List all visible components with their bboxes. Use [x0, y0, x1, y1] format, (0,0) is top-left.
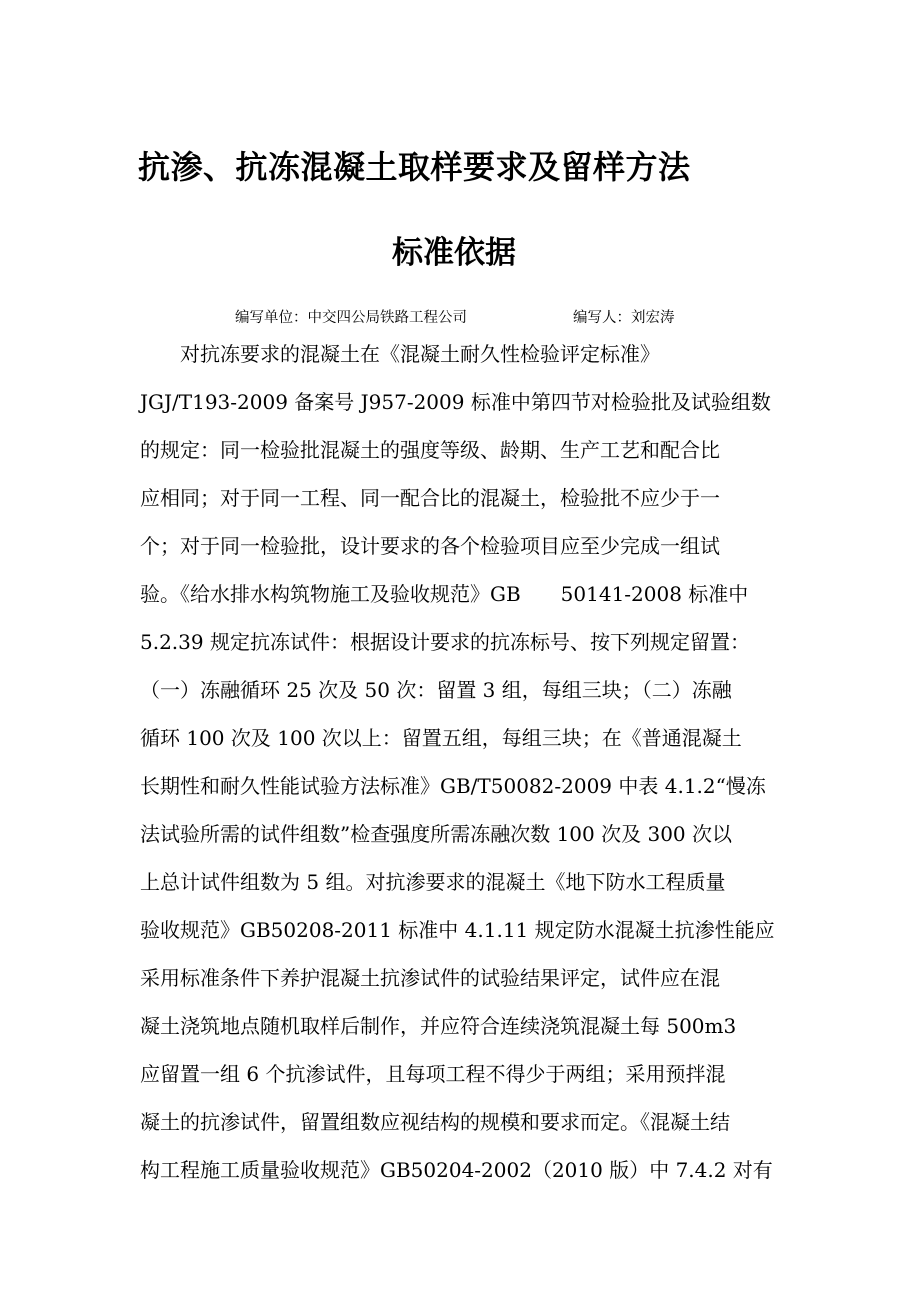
body-line: 应留置一组 6 个抗渗试件，且每项工程不得少于两组；采用预拌混: [140, 1062, 726, 1086]
body-line: 验。《给水排水构筑物施工及验收规范》GB 50141-2008 标准中: [140, 582, 749, 606]
body-line: 对抗冻要求的混凝土在《混凝土耐久性检验评定标准》: [140, 342, 660, 366]
document-title: 抗渗、抗冻混凝土取样要求及留样方法: [138, 148, 691, 186]
document-subtitle: 标准依据: [392, 235, 516, 271]
body-line: 验收规范》GB50208-2011 标准中 4.1.11 规定防水混凝土抗渗性能应: [140, 918, 775, 942]
body-line: 长期性和耐久性能试验方法标准》GB/T50082-2009 中表 4.1.2“慢冻: [140, 774, 766, 798]
body-line: JGJ/T193-2009 备案号 J957-2009 标准中第四节对检验批及试验组数: [140, 390, 771, 414]
body-line: 构工程施工质量验收规范》GB50204-2002（2010 版）中 7.4.2 对有: [140, 1158, 773, 1182]
body-line: 采用标准条件下养护混凝土抗渗试件的试验结果评定，试件应在混: [140, 966, 720, 990]
body-line: 个；对于同一检验批，设计要求的各个检验项目应至少完成一组试: [140, 534, 720, 558]
body-line: 的规定：同一检验批混凝土的强度等级、龄期、生产工艺和配合比: [140, 438, 720, 462]
body-line: 凝土浇筑地点随机取样后制作，并应符合连续浇筑混凝土每 500m3: [140, 1014, 737, 1038]
body-line: 法试验所需的试件组数”检查强度所需冻融次数 100 次及 300 次以: [140, 822, 733, 846]
body-line: 循环 100 次及 100 次以上：留置五组，每组三块；在《普通混凝土: [140, 726, 742, 750]
body-line: （一）冻融循环 25 次及 50 次：留置 3 组，每组三块；（二）冻融: [140, 678, 732, 702]
author-name: 编写人：刘宏涛: [573, 310, 675, 326]
body-line: 应相同；对于同一工程、同一配合比的混凝土，检验批不应少于一: [140, 486, 720, 510]
body-line: 上总计试件组数为 5 组。对抗渗要求的混凝土《地下防水工程质量: [140, 870, 726, 894]
body-line: 凝土的抗渗试件，留置组数应视结构的规模和要求而定。《混凝土结: [140, 1110, 730, 1134]
author-unit: 编写单位：中交四公局铁路工程公司: [235, 310, 467, 326]
body-line: 5.2.39 规定抗冻试件：根据设计要求的抗冻标号、按下列规定留置：: [140, 630, 750, 654]
